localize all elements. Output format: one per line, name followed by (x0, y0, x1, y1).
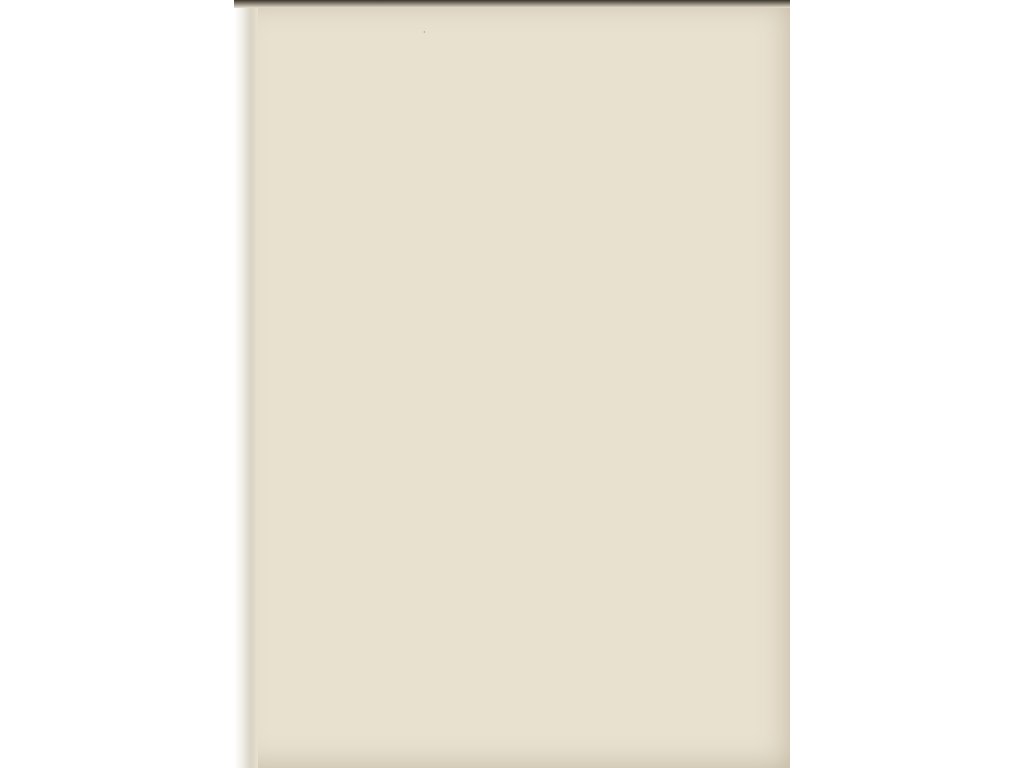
book-page (234, 0, 790, 768)
print-mark: · (423, 28, 426, 37)
page-edge (234, 0, 258, 768)
page-top-shadow (234, 0, 790, 8)
